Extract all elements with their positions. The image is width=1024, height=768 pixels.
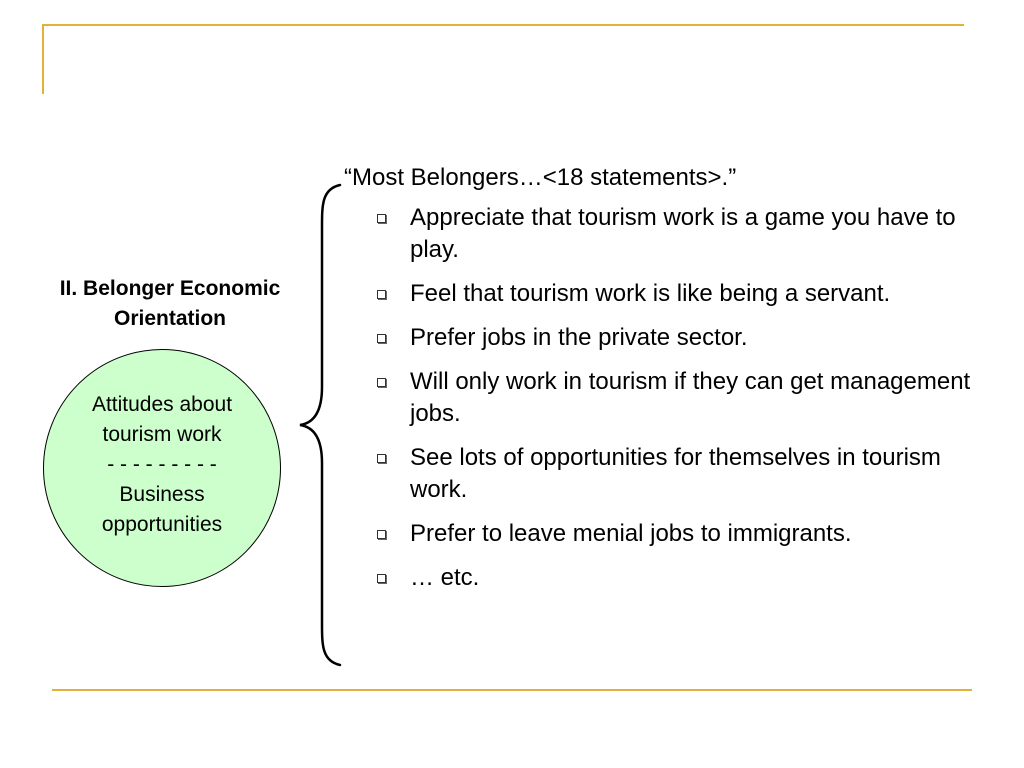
list-item [372, 442, 972, 506]
list-item [372, 518, 972, 550]
list-item [372, 202, 972, 266]
square-bullet-icon [377, 378, 386, 387]
circle-line-5: opportunities [101, 513, 223, 536]
curly-brace-icon [296, 183, 346, 667]
list-item-text: Prefer to leave menial jobs to immigrants. [410, 520, 852, 547]
frame-left-rule [42, 24, 44, 94]
list-item [372, 322, 972, 354]
list-item [372, 562, 972, 594]
frame-bottom-rule [52, 689, 972, 691]
statements-intro: “Most Belongers…<18 statements>.” [344, 164, 737, 191]
section-title [20, 274, 320, 334]
list-item-text: Feel that tourism work is like being a servant. [410, 280, 891, 307]
list-item-text: Will only work in tourism if they can get management jobs. [410, 368, 971, 427]
square-bullet-icon [377, 334, 386, 343]
square-bullet-icon [377, 290, 386, 299]
list-item [372, 366, 972, 430]
square-bullet-icon [377, 454, 386, 463]
circle-line-2: tourism work [102, 423, 222, 446]
circle-line-1: Attitudes about [91, 393, 233, 416]
list-item-text: Appreciate that tourism work is a game you have to play. [410, 204, 956, 263]
list-item-text: Prefer jobs in the private sector. [410, 324, 748, 351]
circle-text [43, 390, 281, 540]
list-item-text: See lots of opportunities for themselves in tourism work. [410, 444, 941, 503]
square-bullet-icon [377, 574, 386, 583]
list-item [372, 278, 972, 310]
section-title-line-2: Orientation [113, 307, 226, 330]
statements-list [372, 202, 972, 606]
frame-top-rule [42, 24, 964, 26]
section-title-line-1: II. Belonger Economic [59, 277, 281, 300]
list-item-text: … etc. [410, 564, 480, 591]
circle-line-4: Business [119, 483, 205, 506]
circle-divider: - - - - - - - - - [107, 453, 217, 476]
square-bullet-icon [377, 530, 386, 539]
square-bullet-icon [377, 214, 386, 223]
